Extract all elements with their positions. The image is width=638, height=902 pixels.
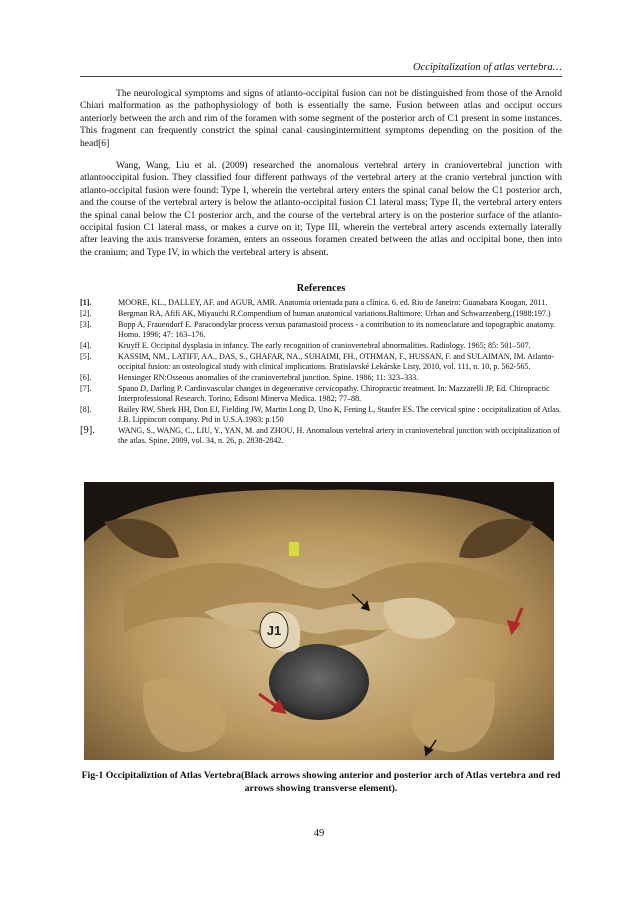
reference-item [80,341,562,351]
reference-text: WANG, S., WANG, C., LIU, Y., YAN, M. and ZHOU, H. Anomalous vertebral artery in craniovertebral junction with occipitalization of the atlas. Spine, 2009, vol. 34, n. 26, p. 2838-2842. [118,426,560,445]
reference-number: [3]. [80,320,92,329]
reference-number: [8]. [80,405,92,414]
reference-item [80,405,562,425]
reference-text: Bergman RA, Afifi AK, Miyauchi R.Compendium of human anatomical variations.Baltimore: Urban and Schwarzenberg.(1988:197.) [118,309,551,318]
reference-number: [5]. [80,352,92,361]
running-header [80,62,562,77]
paragraph: The neurological symptoms and signs of atlanto-occipital fusion can not be distinguished from those of the Arnold Chiari malformation as the pathophysiology of both is essentially the same. Fusion between atlas and occiput occurs anteriorly between the arch and rim of the foramen with some segment of the posterior arch of C1 present in some instances. This fragment can frequently constrict the spinal canal causingintermittent symptoms depending on the position of the head[6] [80,88,562,149]
reference-text: Bailey RW, Sherk HH, Don EJ, Fielding JW, Martin Long D, Uno K, Fening L, Staufer ES. The cervical spine : occipitalization of Atlas. J.B. Lippincott company. Ptd in U.S.A.1983: p.150 [118,405,561,424]
reference-text: KASSIM, NM., LATIFF, AA., DAS, S., GHAFAR, NA., SUHAIMI, FH., OTHMAN, F., HUSSAN, F. and SULAIMAN, IM. Atlanto-occipital fusion: an osteological study with clinical implications. Bratislavské Lekárske Listy, 2010, vol. 111, n. 10, p. 562-565. [118,352,555,371]
paragraph: Wang, Wang, Liu et al. (2009) researched the anomalous vertebral artery in craniovertebral junction with atlantooccipital fusion. They classified four different pathways of the vertebral artery at the cranio vertebral junction with atlanto-occipital fusion were found: Type I, wherein the vertebral artery enters the spinal canal below the C1 posterior arch, and the course of the vertebral artery is below the atlanto-occipital fusion C1 lateral mass; Type II, the vertebral artery enters the spinal canal below the C1 posterior arch, and the course of the vertebral artery is on the posterior surface of the atlanto-occipital fusion C1 lateral mass, or makes a curve on it; Type III, wherein the vertebral artery ascends externally laterally after leaving the axis transverse foramen, enters an osseous foramen created between the atlas and occipital bone, then into the cranium; and Type IV, in which the vertebral artery is absent. [80,160,562,258]
reference-text: MOORE, KL., DALLEY, AF. and AGUR, AMR. Anatomia orientada para a clínica. 6. ed. Rio de Janeiro: Guanabara Koogan, 2011. [118,298,548,307]
reference-item [80,426,562,446]
reference-number: [2]. [80,309,92,318]
reference-text: Hensinger RN:Osseous anomalies of the craniovertebral junction. Spine. 1986; 11: 323–333. [118,373,419,382]
references-list [80,298,562,447]
reference-text: Spano D, Darling P. Cardiovascular changes in degenerative cervicopathy. Chiropractic treatment. In: Mazzarelli JP, Ed. Chiropractic Interprofessional Research. Torino, Edisoni Minerva Medica. 1982; 77–88. [118,384,550,403]
reference-item [80,384,562,404]
reference-number: [4]. [80,341,92,350]
reference-item [80,352,562,372]
specimen-label: J1 [266,623,282,638]
references-heading: References [296,283,346,294]
running-title: Occipitalization of atlas vertebra… [412,62,562,73]
figure-caption: Fig-1 Occipitaliztion of Atlas Vertebra(Black arrows showing anterior and posterior arch of Atlas vertebra and red arrows showing transverse element). [81,770,561,794]
reference-text: Bopp A, Frauendorf E. Paracondylar process versus paramastoid process - a contribution to its nomenclature and topographic anatomy. Homo. 1996; 47: 163–176. [118,320,556,339]
reference-item [80,298,562,308]
page-number: 49 [313,828,325,839]
skull-base-photo [84,482,554,760]
reference-number: [1]. [80,298,92,307]
reference-item [80,320,562,340]
body-text [80,88,562,269]
reference-text: Kruyff E. Occipital dysplasia in infancy. The early recognition of craniovertebral abnormalities. Radiology. 1965; 85: 501–507. [118,341,531,350]
reference-number: [9]. [80,425,95,436]
reference-item [80,373,562,383]
reference-number: [7]. [80,384,92,393]
reference-number: [6]. [80,373,92,382]
reference-item [80,309,562,319]
